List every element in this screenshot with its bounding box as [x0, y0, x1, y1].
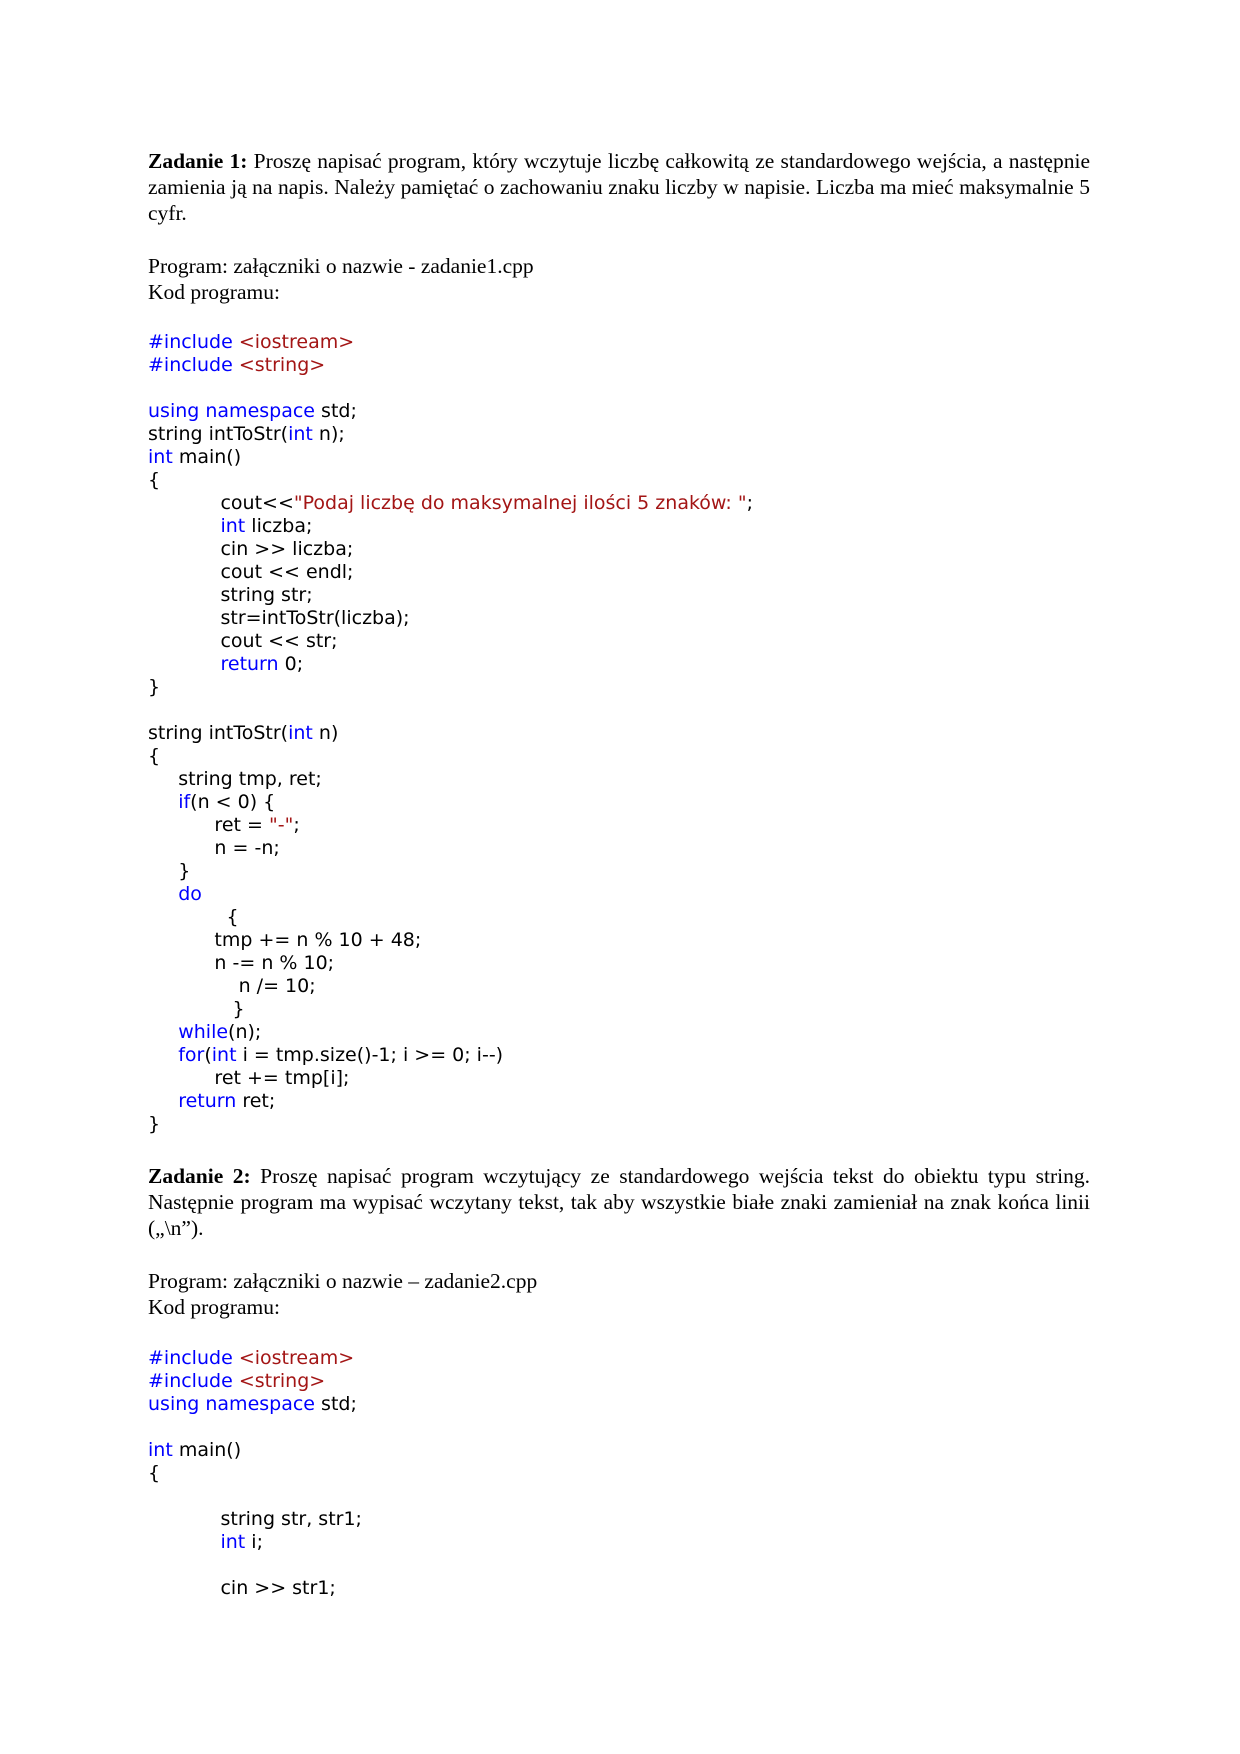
code-line: string intToStr(int n); [148, 423, 345, 445]
code-line: string str, str1; [148, 1508, 362, 1530]
code-line: for(int i = tmp.size()-1; i >= 0; i--) [178, 1044, 504, 1066]
code-line: { [148, 469, 161, 491]
code-line: int liczba; [220, 515, 313, 537]
code-line: string tmp, ret; [148, 768, 322, 790]
task1-code-label: Kod programu: [148, 280, 280, 304]
code-line: int main() [148, 1439, 242, 1461]
task2-code-block [148, 1347, 362, 1600]
code-line: } [148, 860, 191, 882]
code-line: { [148, 745, 161, 767]
code-line: cout << str; [148, 630, 338, 652]
code-line: tmp += n % 10 + 48; [148, 929, 422, 951]
task1-text: Proszę napisać program, który wczytuje liczbę całkowitą ze standardowego wejścia, a następnie zamienia ją na napis. Należy pamiętać o zachowaniu znaku liczby w napisie. Liczba ma mieć maksymalnie 5 cyfr. [148, 149, 1090, 225]
task2-code-label: Kod programu: [148, 1295, 280, 1319]
task2-program-line: Program: załączniki o nazwie – zadanie2.cpp [148, 1269, 538, 1293]
code-line: int main() [148, 446, 242, 468]
code-line: cout << endl; [148, 561, 354, 583]
code-line [148, 1485, 362, 1508]
task2-paragraph [148, 1163, 1090, 1241]
code-line: ret = "-"; [148, 814, 300, 836]
task2-label: Zadanie 2: [148, 1164, 251, 1188]
code-line: n /= 10; [148, 975, 316, 997]
code-line: return 0; [220, 653, 304, 675]
code-line: } [148, 676, 161, 698]
code-line: { [148, 1462, 161, 1484]
code-line: } [148, 998, 245, 1020]
code-line [148, 699, 753, 722]
code-line: do [178, 883, 202, 905]
code-line: n = -n; [148, 837, 280, 859]
code-line: using namespace std; [148, 1393, 357, 1415]
task1-program-line: Program: załączniki o nazwie - zadanie1.cpp [148, 254, 534, 278]
code-line: using namespace std; [148, 400, 357, 422]
code-line: #include <string> [148, 1370, 326, 1392]
code-line: string str; [148, 584, 313, 606]
code-line: cin >> liczba; [148, 538, 354, 560]
code-line: if(n < 0) { [178, 791, 276, 813]
code-line [148, 1554, 362, 1577]
code-line: #include <iostream> [148, 331, 355, 353]
code-line [148, 1416, 362, 1439]
code-line: int i; [220, 1531, 263, 1553]
task2-text: Proszę napisać program wczytujący ze standardowego wejścia tekst do obiektu typu string. Następnie program ma wypisać wczytany tekst, tak aby wszystkie białe znaki zamieniał na znak końca linii („\n”). [148, 1164, 1090, 1240]
task1-label: Zadanie 1: [148, 149, 248, 173]
code-line: return ret; [178, 1090, 276, 1112]
code-line [148, 377, 753, 400]
code-line: } [148, 1113, 161, 1135]
code-line: #include <string> [148, 354, 326, 376]
task1-paragraph [148, 148, 1090, 226]
code-line: string intToStr(int n) [148, 722, 339, 744]
code-line: while(n); [178, 1021, 262, 1043]
code-line: str=intToStr(liczba); [148, 607, 410, 629]
code-line: { [148, 906, 239, 928]
code-line: ret += tmp[i]; [148, 1067, 350, 1089]
task1-code-block [148, 331, 753, 1136]
code-line: n -= n % 10; [148, 952, 335, 974]
code-line: cin >> str1; [148, 1577, 336, 1599]
code-line: #include <iostream> [148, 1347, 355, 1369]
code-line: cout<<"Podaj liczbę do maksymalnej ilości 5 znaków: "; [148, 492, 753, 514]
